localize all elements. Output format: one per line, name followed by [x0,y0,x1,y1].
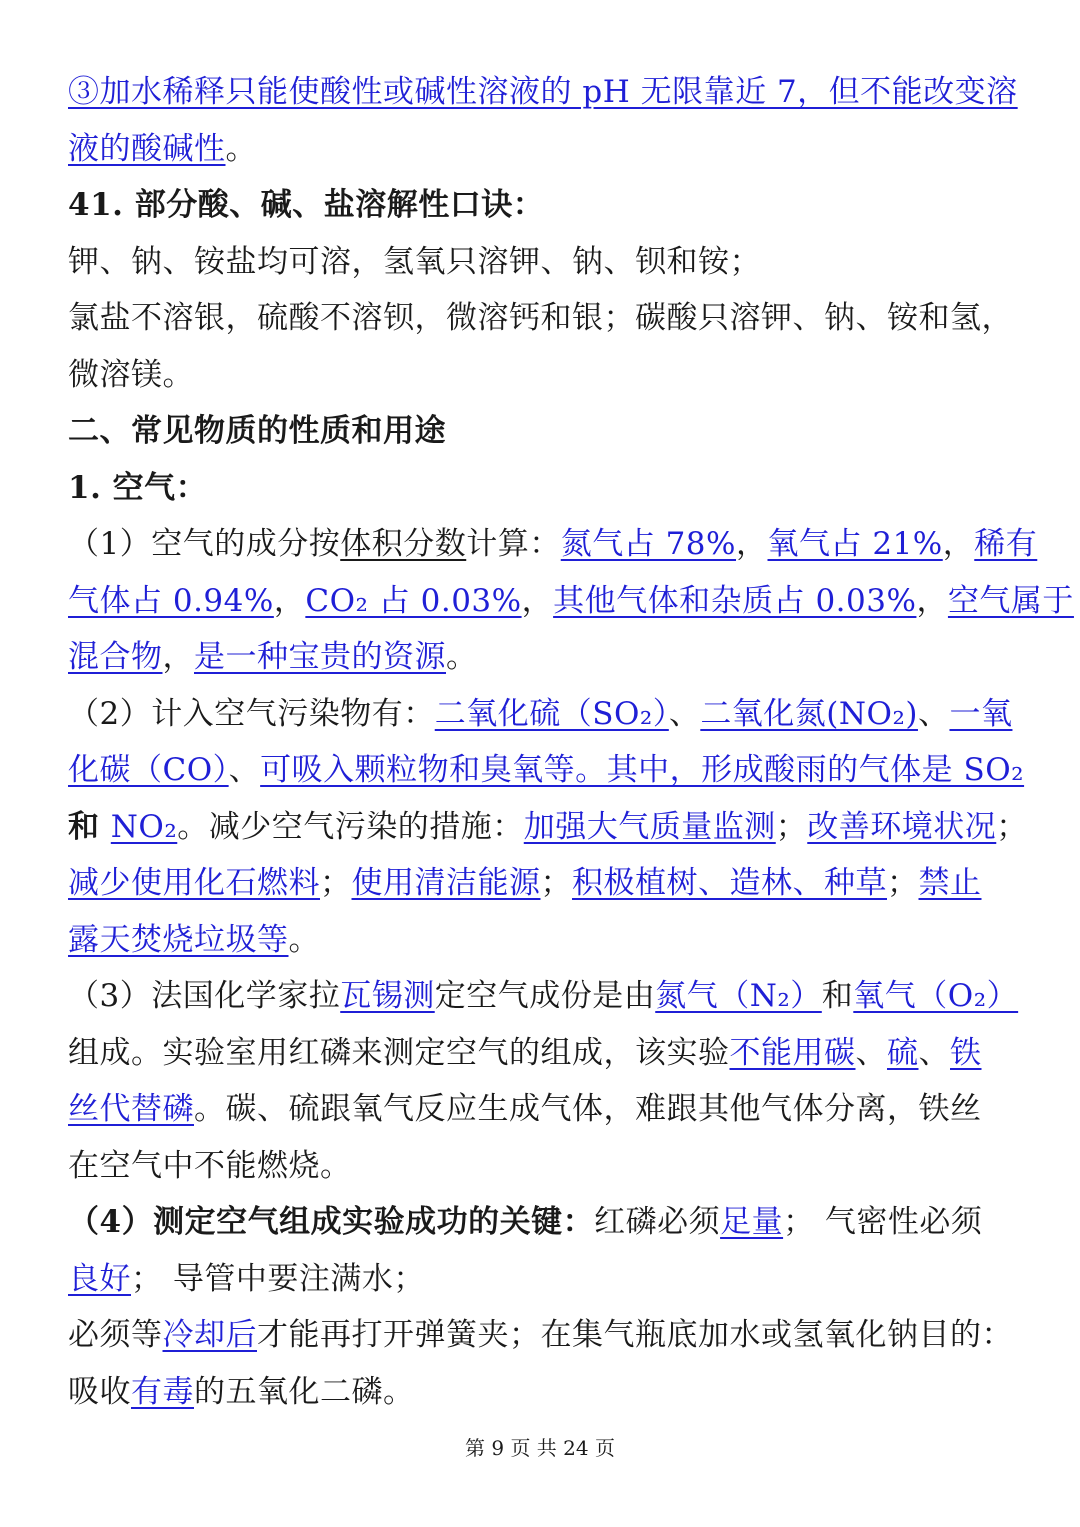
text-segment: ， [521,582,554,619]
text-line [68,1364,1020,1421]
text-segment: ； 导管中要注满水； [131,1260,425,1297]
text-segment: ， [942,526,975,562]
underlined-text: 体积分数 [340,526,467,562]
text-segment: 氯盐不溶银，硫酸不溶钡，微溶钙和银；碳酸只溶钾、钠、铵和氢， [68,300,1013,336]
text-segment: 。 [225,130,257,167]
highlighted-text: 氧气（O₂） [853,978,1019,1014]
highlighted-text: 气体占 0.94% [68,582,274,619]
text-segment: （3）法国化学家拉 [68,978,341,1014]
highlighted-text: 减少使用化石燃料 [68,865,320,901]
text-line [68,1025,1020,1082]
highlighted-text: ③加水稀释只能使酸性或碱性溶液的 pH 无限靠近 7，但不能改变溶 [68,74,1018,110]
highlighted-text: NO₂ [110,808,178,845]
highlighted-text: 加强大气质量监测 [523,808,776,845]
highlighted-text: 禁止 [918,865,982,901]
text-line [68,1194,1020,1251]
text-line [68,234,1020,291]
text-line [68,460,1020,517]
highlighted-text: 硫 [887,1034,919,1071]
highlighted-text: 丝代替磷 [68,1091,194,1127]
highlighted-text: 一氧 [949,695,1013,732]
text-line [68,912,1020,969]
text-segment: ； [320,865,352,901]
document-body [68,64,1074,1420]
text-line [68,177,1020,234]
text-line [68,347,1020,404]
text-segment: ， [916,582,948,619]
text-segment: 组成。实验室用红磷来测定空气的组成，该实验 [68,1034,730,1071]
text-segment: 、 [917,695,950,732]
text-segment: 。 [288,921,320,958]
highlighted-text: 混合物 [68,639,163,675]
text-segment: （1）空气的成分按 [68,526,341,562]
highlighted-text: 稀有 [974,526,1038,562]
highlighted-text: 可吸入颗粒物和臭氧等。其中，形成酸雨的气体是 SO₂ [260,752,1025,788]
highlighted-text: 足量 [720,1204,784,1240]
text-segment: ； [887,865,919,901]
text-line [68,799,1028,856]
highlighted-text: 是一种宝贵的资源 [194,639,446,675]
text-segment: 。 [446,639,478,675]
text-line [68,968,1020,1025]
text-segment: （2）计入空气污染物有： [68,695,435,732]
text-segment: ； 气密性必须 [783,1204,983,1240]
highlighted-text: 化碳（CO） [68,752,229,788]
text-segment: ； [540,865,572,901]
text-segment: ， [736,526,768,562]
text-segment: 吸收 [68,1373,131,1410]
text-line [68,290,1020,347]
highlighted-text: 良好 [68,1260,131,1297]
highlighted-text: 铁 [950,1034,982,1071]
text-segment: 定空气成份是由 [434,978,656,1014]
text-line [68,573,1074,630]
text-line [68,742,1025,799]
highlighted-text: 氧气占 21% [767,526,943,562]
text-line [68,121,1020,178]
text-line [68,64,1020,121]
text-segment: 。减少空气污染的措施： [177,808,524,845]
text-segment: 钾、钠、铵盐均可溶，氢氧只溶钾、钠、钡和铵； [68,243,761,280]
text-segment: ； [996,808,1028,845]
text-segment: 微溶镁。 [68,356,194,393]
highlighted-text: 氮气占 78% [560,526,736,562]
bold-text: 1. 空气： [68,469,208,506]
text-line [68,1081,1020,1138]
text-segment: 在空气中不能燃烧。 [68,1147,352,1184]
highlighted-text: 瓦锡测 [340,978,435,1014]
highlighted-text: 不能用碳 [729,1034,856,1071]
highlighted-text: 其他气体和杂质占 0.03% [553,582,917,619]
text-segment: 。碳、硫跟氧气反应生成气体，难跟其他气体分离，铁丝 [194,1091,982,1127]
text-segment: ； [775,808,808,845]
text-segment: 才能再打开弹簧夹；在集气瓶底加水或氢氧化钠目的： [257,1317,1013,1353]
text-segment: 和 [821,978,854,1014]
highlighted-text: 有毒 [131,1373,194,1410]
text-segment: 计算： [466,526,561,562]
highlighted-text: CO₂ 占 0.03% [305,582,522,619]
text-segment: ， [273,582,306,619]
highlighted-text: 液的酸碱性 [68,130,226,167]
highlighted-text: 二氧化氮(NO₂) [700,695,918,732]
text-line [68,516,1038,573]
text-line [68,1251,1020,1308]
highlighted-text: 二氧化硫（SO₂） [434,695,669,732]
text-line [68,1307,1020,1364]
text-line [68,403,1020,460]
highlighted-text: 积极植树、造林、种草 [572,865,887,901]
text-segment: 、 [855,1034,887,1071]
text-segment: 必须等 [68,1317,163,1353]
text-line [68,1138,1020,1195]
text-segment: 的五氧化二磷。 [194,1373,415,1410]
text-segment: 、 [918,1034,950,1071]
text-segment: 、 [228,752,261,788]
text-segment: ， [162,639,194,675]
highlighted-text: 氮气（N₂） [655,978,822,1014]
text-line [68,855,1020,912]
bold-text: （4）测定空气组成实验成功的关键： [68,1204,595,1240]
highlighted-text: 使用清洁能源 [351,865,541,901]
bold-text: 二、常见物质的性质和用途 [68,413,446,449]
highlighted-text: 空气属于 [947,582,1074,619]
page-footer: 第 9 页 共 24 页 [465,1436,615,1460]
text-line [68,686,1020,743]
highlighted-text: 冷却后 [162,1317,257,1353]
highlighted-text: 露天焚烧垃圾等 [68,921,289,958]
text-line [68,629,1020,686]
text-segment: 、 [668,695,701,732]
bold-text: 41. 部分酸、碱、盐溶解性口诀： [68,187,545,223]
text-segment: 红磷必须 [594,1204,721,1240]
highlighted-text: 改善环境状况 [807,808,997,845]
bold-text: 和 [68,808,111,845]
